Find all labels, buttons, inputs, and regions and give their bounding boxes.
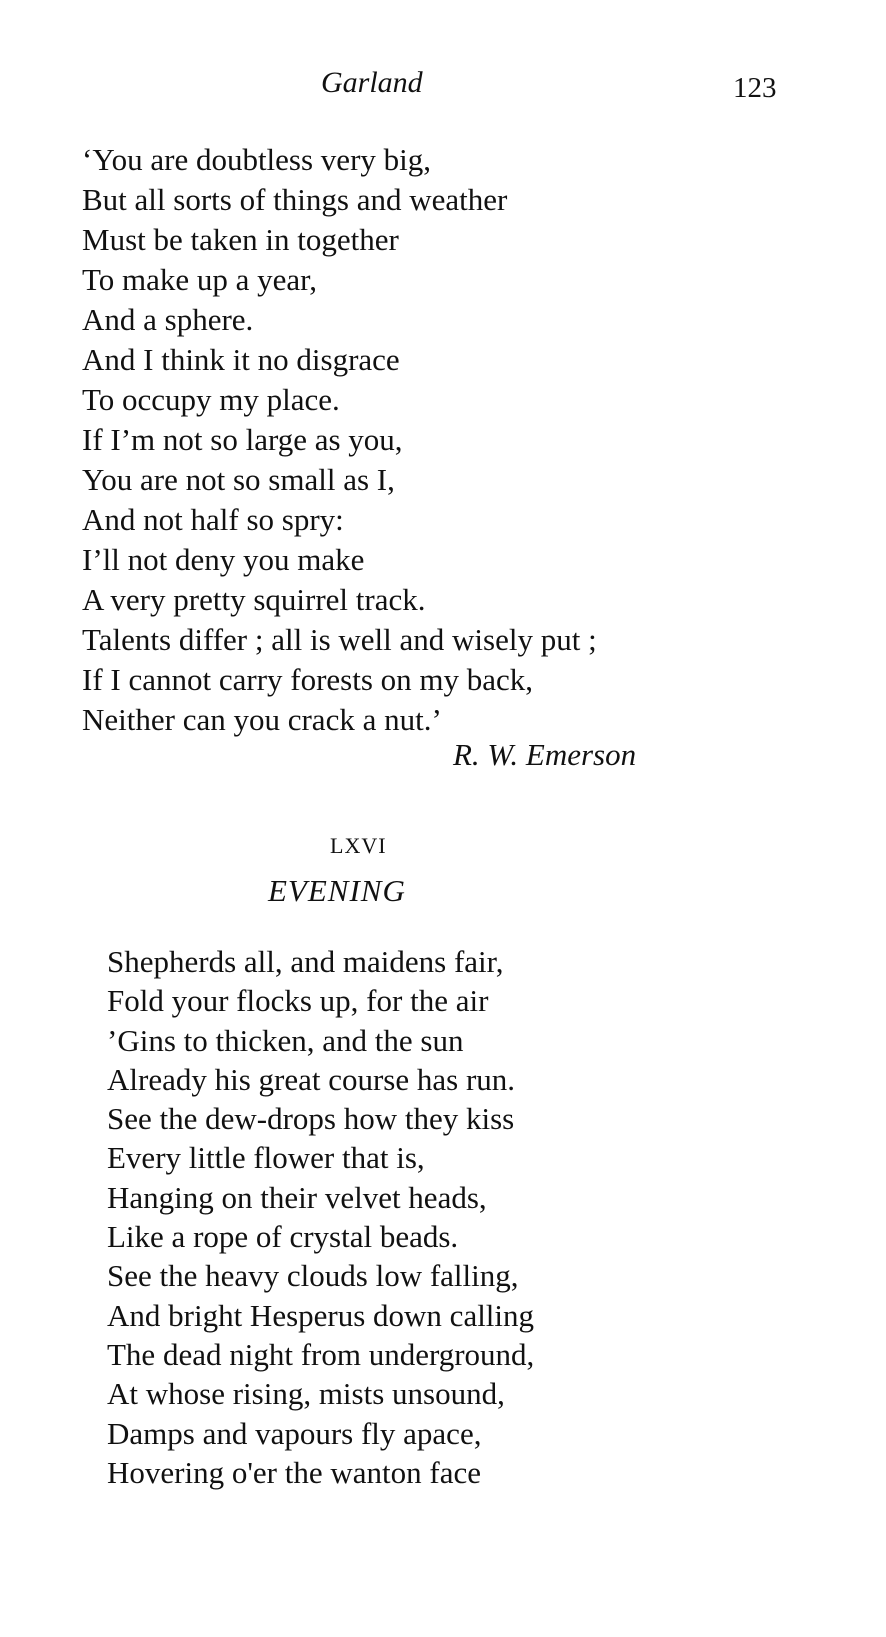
poem-line: Neither can you crack a nut.’	[82, 702, 442, 737]
poem-line: Damps and vapours fly apace,	[107, 1415, 482, 1451]
poem-line: You are not so small as I,	[82, 462, 395, 497]
poem-line: The dead night from underground,	[107, 1336, 535, 1372]
poem-line: Like a rope of crystal beads.	[107, 1219, 459, 1255]
poem-line: Already his great course has run.	[107, 1061, 516, 1097]
poem-line: And I think it no disgrace	[82, 342, 400, 377]
poem-emerson	[82, 140, 597, 740]
poem-line: Fold your flocks up, for the air	[107, 983, 489, 1019]
poem-line: Talents differ ; all is well and wisely put ;	[82, 622, 597, 657]
poem-line: But all sorts of things and weather	[82, 182, 508, 217]
poem-line: Must be taken in together	[82, 222, 399, 257]
author-attribution: R. W. Emerson	[453, 737, 637, 772]
poem-line: To make up a year,	[82, 262, 318, 297]
poem-line: Hanging on their velvet heads,	[107, 1179, 487, 1215]
page-number: 123	[733, 72, 777, 104]
running-head: Garland	[321, 66, 423, 99]
poem-line: If I’m not so large as you,	[82, 422, 403, 457]
poem-line: Hovering o'er the wanton face	[107, 1454, 481, 1490]
poem-line: I’ll not deny you make	[82, 542, 365, 577]
poem-line: If I cannot carry forests on my back,	[82, 662, 534, 697]
poem-line: And not half so spry:	[82, 502, 344, 537]
poem-line: And bright Hesperus down calling	[107, 1297, 535, 1333]
poem-line: See the dew-drops how they kiss	[107, 1101, 515, 1137]
poem-line: ‘You are doubtless very big,	[82, 142, 432, 177]
section-numeral: LXVI	[330, 833, 387, 858]
poem-line: At whose rising, mists unsound,	[107, 1376, 505, 1412]
section-title: EVENING	[268, 873, 406, 908]
poem-line: Shepherds all, and maidens fair,	[107, 944, 504, 979]
poem-line: See the heavy clouds low falling,	[107, 1258, 519, 1294]
poem-line: And a sphere.	[82, 302, 254, 337]
poem-line: A very pretty squirrel track.	[82, 582, 426, 617]
poem-evening	[107, 942, 534, 1492]
poem-line: ’Gins to thicken, and the sun	[107, 1022, 464, 1058]
poem-line: Every little flower that is,	[107, 1140, 425, 1176]
poem-line: To occupy my place.	[82, 382, 340, 417]
